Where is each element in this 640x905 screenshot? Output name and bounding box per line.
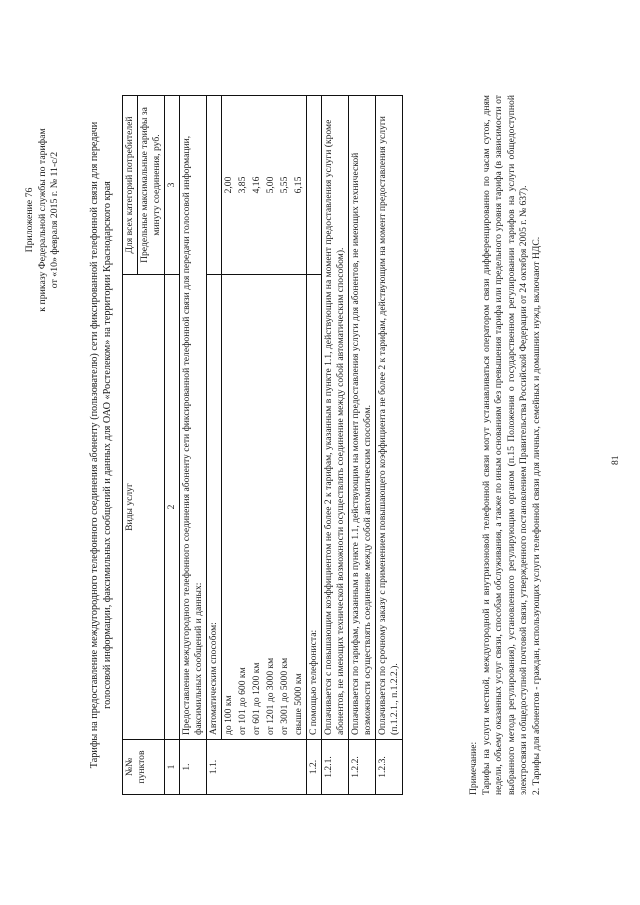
distance-value: 5,00 (264, 96, 278, 275)
table-row-1-2-1 (322, 96, 349, 795)
header-num: №№ пунктов (123, 740, 165, 795)
distance-value: 6,15 (292, 96, 307, 275)
header-category: Для всех категорий потребителей (123, 96, 138, 275)
distance-value: 5,55 (278, 96, 292, 275)
row-num: 1.1. (207, 740, 307, 795)
notes-heading: Примечание: (468, 741, 479, 795)
distance-label: от 601 до 1200 км (250, 275, 264, 740)
distance-label: до 100 км (222, 275, 237, 740)
distance-label: от 3001 до 5000 км (278, 275, 292, 740)
distance-row (222, 96, 237, 795)
row-text: С помощью телефониста: (307, 275, 322, 740)
table-row-1-2-2 (349, 96, 376, 795)
notes-paragraph-2: 2. Тарифы для абонентов - граждан, использующих услуги телефонной связи для личных, семейных и домашних нужд, включают НДС. (530, 236, 542, 795)
row-num: 1.2. (307, 740, 322, 795)
distance-row (278, 96, 292, 795)
title-line-2: голосовой информации, факсимильных сообщений и данных для ОАО «Ростелеком» на территории Краснодарского края (102, 181, 113, 709)
appendix-header (24, 90, 62, 350)
distance-label: от 101 до 600 км (236, 275, 250, 740)
appendix-number: Приложение 76 (24, 187, 35, 253)
header-max-tariff: Предельные максимальные тарифы за минуту соединения, руб. (138, 96, 165, 275)
distance-label: свыше 5000 км (292, 275, 307, 740)
distance-row (250, 96, 264, 795)
row-num: 1.2.1. (322, 740, 349, 795)
page-number: 81 (610, 455, 621, 465)
row-text: Оплачивается с повышающим коэффициентом не более 2 к тарифам, указанным в пункте 1.1, действующим на момент предоставления услуги (кроме абонентов, не имеющих технической возможности осуществлять соединение между собой автоматическим способом). (322, 96, 349, 740)
distance-row (292, 96, 307, 795)
distance-row (236, 96, 250, 795)
distance-row (264, 96, 278, 795)
title-line-1: Тарифы на предоставление междугородного телефонного соединения абоненту (пользователю) сети фиксированной телефонной связи для передачи (89, 121, 100, 769)
header-services: Виды услуг (123, 275, 165, 740)
distance-value: 4,16 (250, 96, 264, 275)
header-row (123, 96, 138, 795)
row-value-empty (207, 96, 222, 275)
colnum-2: 2 (165, 275, 180, 740)
table-row-1-1 (207, 96, 222, 795)
document-title (88, 65, 114, 825)
table-row-1 (180, 96, 207, 795)
row-num: 1. (180, 740, 207, 795)
notes-section (468, 95, 543, 795)
table-row-1-2 (307, 96, 322, 795)
notes-paragraph-1: Тарифы на услуги местной, междугородной и внутризоновой телефонной связи могут устанавливаться оператором связи дифференцированно по часам суток, дням недели, объему оказанных услуг связи, способам обслуживания, а также по иным основаниям без превышения тарифа или предельного уровня тарифа (в зависимости от выбранного метода регулирования), установленного регулирующим органом (п.15 Положения о государственном регулировании тарифов на услуги общедоступной электросвязи и общедоступной почтовой связи, утвержденного постановлением Правительства Российской Федерации от 24 октября 2005 г. № 637). (480, 95, 529, 795)
appendix-order: к приказу Федеральной службы по тарифам (36, 128, 48, 312)
table-row-1-2-3 (376, 96, 403, 795)
distance-label: от 1201 до 3000 км (264, 275, 278, 740)
distance-value: 3,85 (236, 96, 250, 275)
row-text: Оплачивается по тарифам, указанным в пункте 1.1, действующим на момент предоставления услуги для абонентов, не имеющих технической возможности осуществлять соединение между собой автоматическим способом. (349, 96, 376, 740)
colnum-1: 1 (165, 740, 180, 795)
column-numbers-row (165, 96, 180, 795)
row-text: Предоставление междугородного телефонного соединения абоненту сети фиксированной телефонной связи для передачи голосовой информации, факсимильных сообщений и данных: (180, 96, 207, 740)
row-num: 1.2.3. (376, 740, 403, 795)
colnum-3: 3 (165, 96, 180, 275)
row-value-empty (307, 96, 322, 275)
row-text: Автоматическим способом: (207, 275, 222, 740)
appendix-date: от «10» февраля 2015 г. № 11-с/2 (49, 151, 60, 289)
distance-value: 2,00 (222, 96, 237, 275)
row-num: 1.2.2. (349, 740, 376, 795)
tariffs-table (122, 95, 403, 795)
row-text: Оплачивается по срочному заказу с применением повышающего коэффициента не более 2 к тарифам, действующим на момент предоставления услуги (п.1.2.1., п.1.2.2.). (376, 96, 403, 740)
